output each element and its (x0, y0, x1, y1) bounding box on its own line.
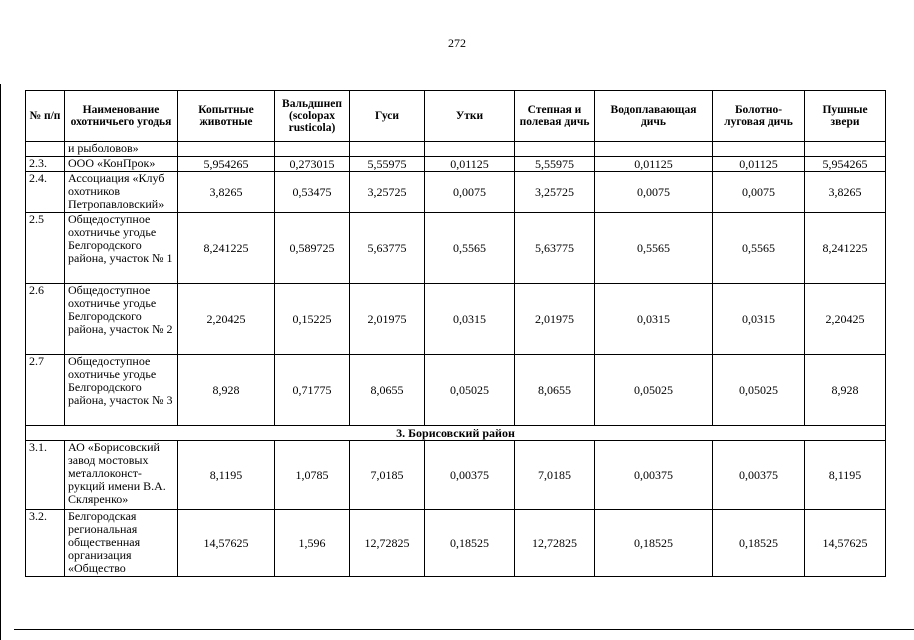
cell-waterfowl: 0,01125 (595, 157, 713, 172)
cell-ungulates: 8,928 (178, 355, 275, 426)
cell-ungulates: 14,57625 (178, 510, 275, 577)
header-ungulates: Копытные животные (178, 91, 275, 142)
cell-woodcock: 0,15225 (275, 284, 350, 355)
cell-geese: 2,01975 (350, 284, 425, 355)
cell-marsh-game: 0,0315 (713, 284, 805, 355)
hunting-quota-table (25, 90, 886, 577)
row-num: 2.3. (26, 157, 65, 172)
cell-steppe-game: 12,72825 (515, 510, 595, 577)
row-num: 2.4. (26, 172, 65, 213)
cell-ducks: 0,0315 (425, 284, 515, 355)
continuation-text: и рыболовов» (65, 142, 178, 157)
cell-steppe-game: 2,01975 (515, 284, 595, 355)
cell-woodcock: 1,596 (275, 510, 350, 577)
row-name: Белгородская региональная общественная организация «Общество (65, 510, 178, 577)
table-row (26, 510, 886, 577)
header-geese: Гуси (350, 91, 425, 142)
row-name: Ассоциация «Клуб охотников Петропавловский» (65, 172, 178, 213)
cell-woodcock: 0,589725 (275, 213, 350, 284)
cell-steppe-game: 3,25725 (515, 172, 595, 213)
cell-fur-animals: 8,241225 (805, 213, 886, 284)
cell-woodcock: 1,0785 (275, 441, 350, 510)
cell-ungulates: 3,8265 (178, 172, 275, 213)
cell-fur-animals: 8,1195 (805, 441, 886, 510)
row-num: 2.5 (26, 213, 65, 284)
cell-geese: 7,0185 (350, 441, 425, 510)
cell-ducks: 0,05025 (425, 355, 515, 426)
cell-steppe-game: 5,55975 (515, 157, 595, 172)
cell-marsh-game: 0,00375 (713, 441, 805, 510)
cell-geese: 8,0655 (350, 355, 425, 426)
bottom-rule (14, 629, 914, 630)
cell-waterfowl: 0,00375 (595, 441, 713, 510)
cell-ungulates: 5,954265 (178, 157, 275, 172)
row-num: 3.1. (26, 441, 65, 510)
cell-ducks: 0,5565 (425, 213, 515, 284)
cell-marsh-game: 0,01125 (713, 157, 805, 172)
row-num: 2.6 (26, 284, 65, 355)
cell-fur-animals: 5,954265 (805, 157, 886, 172)
cell-waterfowl: 0,0315 (595, 284, 713, 355)
row-num: 3.2. (26, 510, 65, 577)
page-number: 272 (448, 36, 466, 50)
table-row (26, 172, 886, 213)
header-ducks: Утки (425, 91, 515, 142)
cell-marsh-game: 0,18525 (713, 510, 805, 577)
cell-woodcock: 0,71775 (275, 355, 350, 426)
header-num: № п/п (26, 91, 65, 142)
cell-fur-animals: 8,928 (805, 355, 886, 426)
cell-marsh-game: 0,0075 (713, 172, 805, 213)
cell-fur-animals: 2,20425 (805, 284, 886, 355)
cell-ducks: 0,18525 (425, 510, 515, 577)
cell-fur-animals: 3,8265 (805, 172, 886, 213)
cell-geese: 3,25725 (350, 172, 425, 213)
cell-geese: 5,63775 (350, 213, 425, 284)
table-row (26, 441, 886, 510)
table-row (26, 355, 886, 426)
cell-marsh-game: 0,5565 (713, 213, 805, 284)
cell-steppe-game: 7,0185 (515, 441, 595, 510)
cell-geese: 5,55975 (350, 157, 425, 172)
cell-ducks: 0,00375 (425, 441, 515, 510)
header-steppe-game: Степная и полевая дичь (515, 91, 595, 142)
row-num: 2.7 (26, 355, 65, 426)
row-name: ООО «КонПрок» (65, 157, 178, 172)
cell-ducks: 0,01125 (425, 157, 515, 172)
cell-geese: 12,72825 (350, 510, 425, 577)
cell-ungulates: 2,20425 (178, 284, 275, 355)
row-name: АО «Борисовский завод мостовых металлоконст-рукций имени В.А. Скляренко» (65, 441, 178, 510)
cell-steppe-game: 8,0655 (515, 355, 595, 426)
cell-waterfowl: 0,0075 (595, 172, 713, 213)
row-name: Общедоступное охотничье угодье Белгородского района, участок № 1 (65, 213, 178, 284)
header-fur-animals: Пушные звери (805, 91, 886, 142)
cell-steppe-game: 5,63775 (515, 213, 595, 284)
scan-edge-line (0, 84, 1, 640)
continuation-row (26, 142, 886, 157)
header-marsh-game: Болотно-луговая дичь (713, 91, 805, 142)
cell-woodcock: 0,53475 (275, 172, 350, 213)
row-name: Общедоступное охотничье угодье Белгородского района, участок № 3 (65, 355, 178, 426)
cell-waterfowl: 0,05025 (595, 355, 713, 426)
header-name: Наименование охотничьего угодья (65, 91, 178, 142)
cell-ungulates: 8,241225 (178, 213, 275, 284)
cell-waterfowl: 0,18525 (595, 510, 713, 577)
cell-ungulates: 8,1195 (178, 441, 275, 510)
table-row (26, 157, 886, 172)
header-waterfowl: Водоплавающая дичь (595, 91, 713, 142)
section-row (26, 426, 886, 441)
cell-ducks: 0,0075 (425, 172, 515, 213)
table-row (26, 213, 886, 284)
header-woodcock: Вальдшнеп (scolopax rusticola) (275, 91, 350, 142)
row-name: Общедоступное охотничье угодье Белгородского района, участок № 2 (65, 284, 178, 355)
cell-waterfowl: 0,5565 (595, 213, 713, 284)
section-title: 3. Борисовский район (26, 426, 886, 441)
cell-fur-animals: 14,57625 (805, 510, 886, 577)
table-row (26, 284, 886, 355)
header-row (26, 91, 886, 142)
cell-marsh-game: 0,05025 (713, 355, 805, 426)
cell-woodcock: 0,273015 (275, 157, 350, 172)
